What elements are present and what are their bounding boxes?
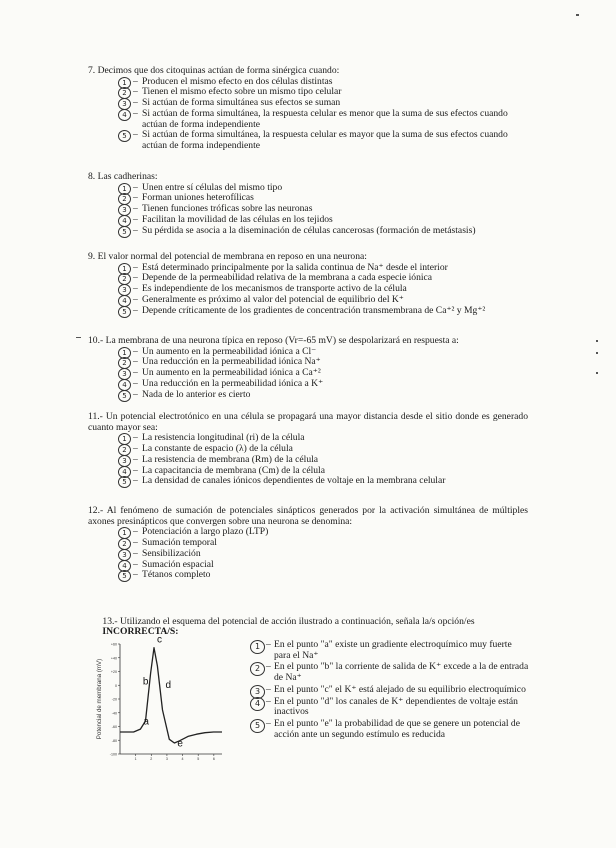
y-tick-label: -80 — [111, 738, 117, 743]
option-5[interactable] — [250, 719, 530, 740]
chart-svg — [92, 636, 230, 768]
option-number-circle: 4 — [118, 295, 131, 307]
option-number-circle: 2 — [250, 662, 265, 676]
option-number-circle: 3 — [118, 455, 131, 467]
dash: – — [133, 261, 138, 273]
question-10 — [88, 336, 528, 400]
dash: – — [266, 639, 271, 650]
question-11 — [88, 411, 531, 487]
y-tick-label: -20 — [111, 697, 117, 702]
dash: – — [133, 526, 138, 538]
option-text: Generalmente es próximo al valor del potencial de equilibrio del K⁺ — [142, 293, 404, 305]
option-text: Está determinado principalmente por la salida continua de Na⁺ desde el interior — [142, 261, 448, 273]
option-3[interactable] — [250, 685, 530, 696]
scan-mark — [576, 14, 579, 16]
option-text: Si actúan de forma simultánea, la respuesta celular es mayor que la suma de sus efectos cuando actúan de forma independiente — [142, 129, 508, 152]
option-number-circle: 1 — [118, 183, 131, 195]
option-text: En el punto "d" los canales de K⁺ dependientes de voltaje están inactivos — [274, 695, 518, 718]
dash: – — [266, 683, 271, 695]
point-label-b: b — [142, 676, 149, 688]
y-tick-label: +60 — [110, 642, 117, 647]
scan-mark — [596, 372, 598, 374]
option-5[interactable] — [88, 570, 528, 581]
option-text: La constante de espacio (λ) de la célula — [142, 443, 293, 455]
dash: – — [133, 107, 138, 119]
dash: – — [133, 356, 138, 368]
option-text: Un aumento en la permeabilidad iónica a Ca⁺² — [142, 367, 321, 379]
y-tick-label: +20 — [110, 670, 117, 674]
option-text: Si actúan de forma simultánea, la respuesta celular es menor que la suma de sus efectos cuando actúan de forma independiente — [142, 107, 508, 130]
question-title: 8. Las cadherinas: — [88, 171, 158, 182]
option-text: Un aumento en la permeabilidad iónica a Cl⁻ — [142, 345, 317, 357]
option-number-circle: 2 — [118, 193, 131, 205]
option-text: Sumación temporal — [142, 537, 217, 549]
option-text: La resistencia de membrana (Rm) de la célula — [142, 453, 319, 465]
option-text: La capacitancia de membrana (Cm) de la célula — [142, 464, 325, 476]
x-tick-label: 5 — [197, 757, 200, 761]
question-9 — [88, 252, 528, 316]
point-label-c: c — [157, 636, 162, 646]
option-5[interactable] — [88, 390, 528, 401]
dash: – — [133, 388, 138, 400]
question-title: 11.- Un potencial electrotónico en una célula se propagará una mayor distancia desde el sitio donde es generado cuanto mayor sea: — [88, 411, 531, 433]
dash: – — [133, 547, 138, 559]
y-axis-label: Potencial de membrana (mV) — [96, 658, 103, 740]
option-number-circle: 5 — [250, 719, 265, 733]
y-tick-label: +40 — [110, 656, 117, 661]
option-1[interactable] — [250, 640, 530, 661]
y-tick-label: -100 — [109, 752, 117, 757]
option-text: Tienen funciones tróficas sobre las neuronas — [142, 203, 313, 215]
option-number-circle: 2 — [118, 538, 131, 550]
question-title: 7. Decimos que dos citoquinas actúan de forma sinérgica cuando: — [88, 65, 340, 76]
option-number-circle: 5 — [118, 390, 131, 402]
option-text: Depende de la permeabilidad relativa de la membrana a cada especie iónica — [142, 272, 433, 284]
option-4[interactable] — [250, 697, 530, 718]
option-number-circle: 3 — [250, 685, 265, 699]
option-text: Es independiente de los mecanismos de transporte activo de la célula — [142, 283, 407, 295]
question-12 — [88, 505, 531, 581]
option-number-circle: 3 — [118, 204, 131, 216]
option-5[interactable] — [88, 226, 528, 237]
action-potential-line — [120, 648, 222, 743]
dash: – — [133, 304, 138, 316]
option-number-circle: 1 — [118, 263, 131, 275]
y-tick-label: -60 — [111, 725, 117, 729]
point-label-e: e — [177, 738, 183, 750]
dash: – — [133, 75, 138, 87]
option-text: Tienen el mismo efecto sobre un mismo tipo celular — [142, 86, 342, 98]
option-number-circle: 1 — [250, 640, 265, 654]
option-5[interactable] — [88, 476, 528, 487]
dash: – — [133, 475, 138, 487]
option-number-circle: 4 — [118, 109, 131, 121]
dash: – — [133, 558, 138, 570]
dash: – — [133, 203, 138, 215]
dash: – — [133, 345, 138, 357]
option-number-circle: 1 — [118, 433, 131, 445]
dash: – — [133, 213, 138, 225]
option-text: Sumación espacial — [142, 558, 214, 570]
dash: – — [133, 464, 138, 476]
option-text: La densidad de canales iónicos dependientes de voltaje en la membrana celular — [142, 475, 446, 487]
option-number-circle: 5 — [118, 226, 131, 238]
action-potential-chart — [92, 636, 230, 768]
option-text: Potenciación a largo plazo (LTP) — [142, 526, 269, 538]
option-number-circle: 4 — [118, 466, 131, 478]
dash: – — [133, 453, 138, 465]
option-number-circle: 5 — [118, 130, 131, 142]
x-tick-label: 4 — [181, 757, 184, 761]
option-text: Forman uniones heterofílicas — [142, 192, 254, 204]
option-number-circle: 5 — [118, 476, 131, 488]
option-number-circle: 1 — [118, 527, 131, 539]
point-label-d: d — [165, 680, 172, 691]
dash: – — [133, 377, 138, 389]
question-13-options — [250, 640, 530, 742]
y-tick-label: 0 — [115, 683, 117, 688]
dash: – — [133, 192, 138, 204]
option-number-circle: 4 — [250, 697, 265, 711]
option-2[interactable] — [250, 662, 530, 683]
dash: – — [266, 718, 271, 730]
option-text: Unen entre sí células del mismo tipo — [142, 181, 283, 193]
dash: – — [133, 443, 138, 455]
x-tick-label: 6 — [212, 757, 215, 761]
option-text: Depende críticamente de los gradientes de concentración transmembrana de Ca⁺² y Mg⁺² — [142, 304, 486, 316]
option-text: En el punto "a" existe un gradiente electroquímico muy fuerte para el Na⁺ — [274, 639, 512, 661]
question-title: 12.- Al fenómeno de sumación de potenciales sinápticos generados por la activación simultánea de múltiples axones presinápticos que convergen sobre una neurona se denomina: — [88, 505, 531, 527]
option-number-circle: 2 — [118, 357, 131, 369]
option-number-circle: 3 — [118, 284, 131, 296]
dash: – — [133, 293, 138, 305]
y-tick-label: -40 — [111, 711, 117, 716]
option-text: Su pérdida se asocia a la diseminación de células cancerosas (formación de metástasis) — [142, 224, 476, 236]
option-text: Sensibilización — [142, 547, 201, 559]
dash: – — [133, 129, 138, 141]
question-title-emphasis: INCORRECTA/S: — [102, 626, 179, 638]
option-5[interactable] — [88, 130, 528, 151]
dash: – — [266, 695, 271, 707]
x-tick-label: 2 — [150, 757, 153, 761]
dash: – — [133, 272, 138, 284]
option-text: La resistencia longitudinal (ri) de la célula — [142, 432, 305, 444]
question-8 — [88, 172, 528, 236]
option-number-circle: 2 — [118, 87, 131, 99]
option-text: Tétanos completo — [142, 569, 211, 581]
dash: – — [133, 367, 138, 379]
option-text: Una reducción en la permeabilidad iónica a K⁺ — [142, 377, 324, 389]
scan-mark — [596, 340, 598, 342]
dash: – — [133, 224, 138, 236]
x-tick-label: 1 — [134, 757, 137, 761]
option-text: Nada de lo anterior es cierto — [142, 388, 251, 400]
option-number-circle: 5 — [118, 570, 131, 582]
option-number-circle: 3 — [118, 98, 131, 110]
option-number-circle: 5 — [118, 306, 131, 318]
option-number-circle: 2 — [118, 273, 131, 285]
option-text: Producen el mismo efecto en dos células distintas — [142, 75, 333, 87]
x-tick-label: 3 — [165, 757, 168, 761]
question-title: 9. El valor normal del potencial de membrana en reposo en una neurona: — [88, 251, 367, 262]
option-number-circle: 2 — [118, 444, 131, 456]
option-number-circle: 4 — [118, 560, 131, 572]
option-number-circle: 1 — [118, 347, 131, 359]
dash: – — [133, 432, 138, 444]
dash: – — [266, 661, 271, 673]
dash: – — [133, 97, 138, 109]
scan-mark — [76, 337, 81, 338]
dash: – — [133, 569, 138, 581]
option-4[interactable] — [88, 109, 528, 130]
option-number-circle: 1 — [118, 77, 131, 89]
option-number-circle: 3 — [118, 549, 131, 561]
option-text: Facilitan la movilidad de las células en los tejidos — [142, 213, 333, 225]
option-text: En el punto "b" la corriente de salida de K⁺ excede a la de entrada de Na⁺ — [274, 661, 529, 684]
dash: – — [133, 86, 138, 98]
option-number-circle: 3 — [118, 368, 131, 380]
dash: – — [133, 283, 138, 295]
option-number-circle: 4 — [118, 215, 131, 227]
option-text: Si actúan de forma simultánea sus efectos se suman — [142, 97, 341, 109]
option-text: En el punto "e" la probabilidad de que se genere un potencial de acción ante un segundo estímulo es reducida — [274, 718, 520, 740]
option-text: Una reducción en la permeabilidad iónica Na⁺ — [142, 356, 321, 368]
dash: – — [133, 537, 138, 549]
question-title: 10.- La membrana de una neurona típica en reposo (Vr=-65 mV) se despolarizará en respuesta a: — [88, 335, 459, 346]
dash: – — [133, 181, 138, 193]
option-number-circle: 4 — [118, 379, 131, 391]
option-5[interactable] — [88, 306, 528, 317]
question-7 — [88, 66, 528, 152]
question-title-text: 13.- Utilizando el esquema del potencial de acción ilustrado a continuación, señala la/s opción/es — [102, 615, 475, 627]
option-text: En el punto "c" el K⁺ está alejado de su equilibrio electroquímico — [274, 683, 526, 695]
scan-mark — [596, 352, 598, 354]
point-label-a: a — [143, 716, 149, 728]
